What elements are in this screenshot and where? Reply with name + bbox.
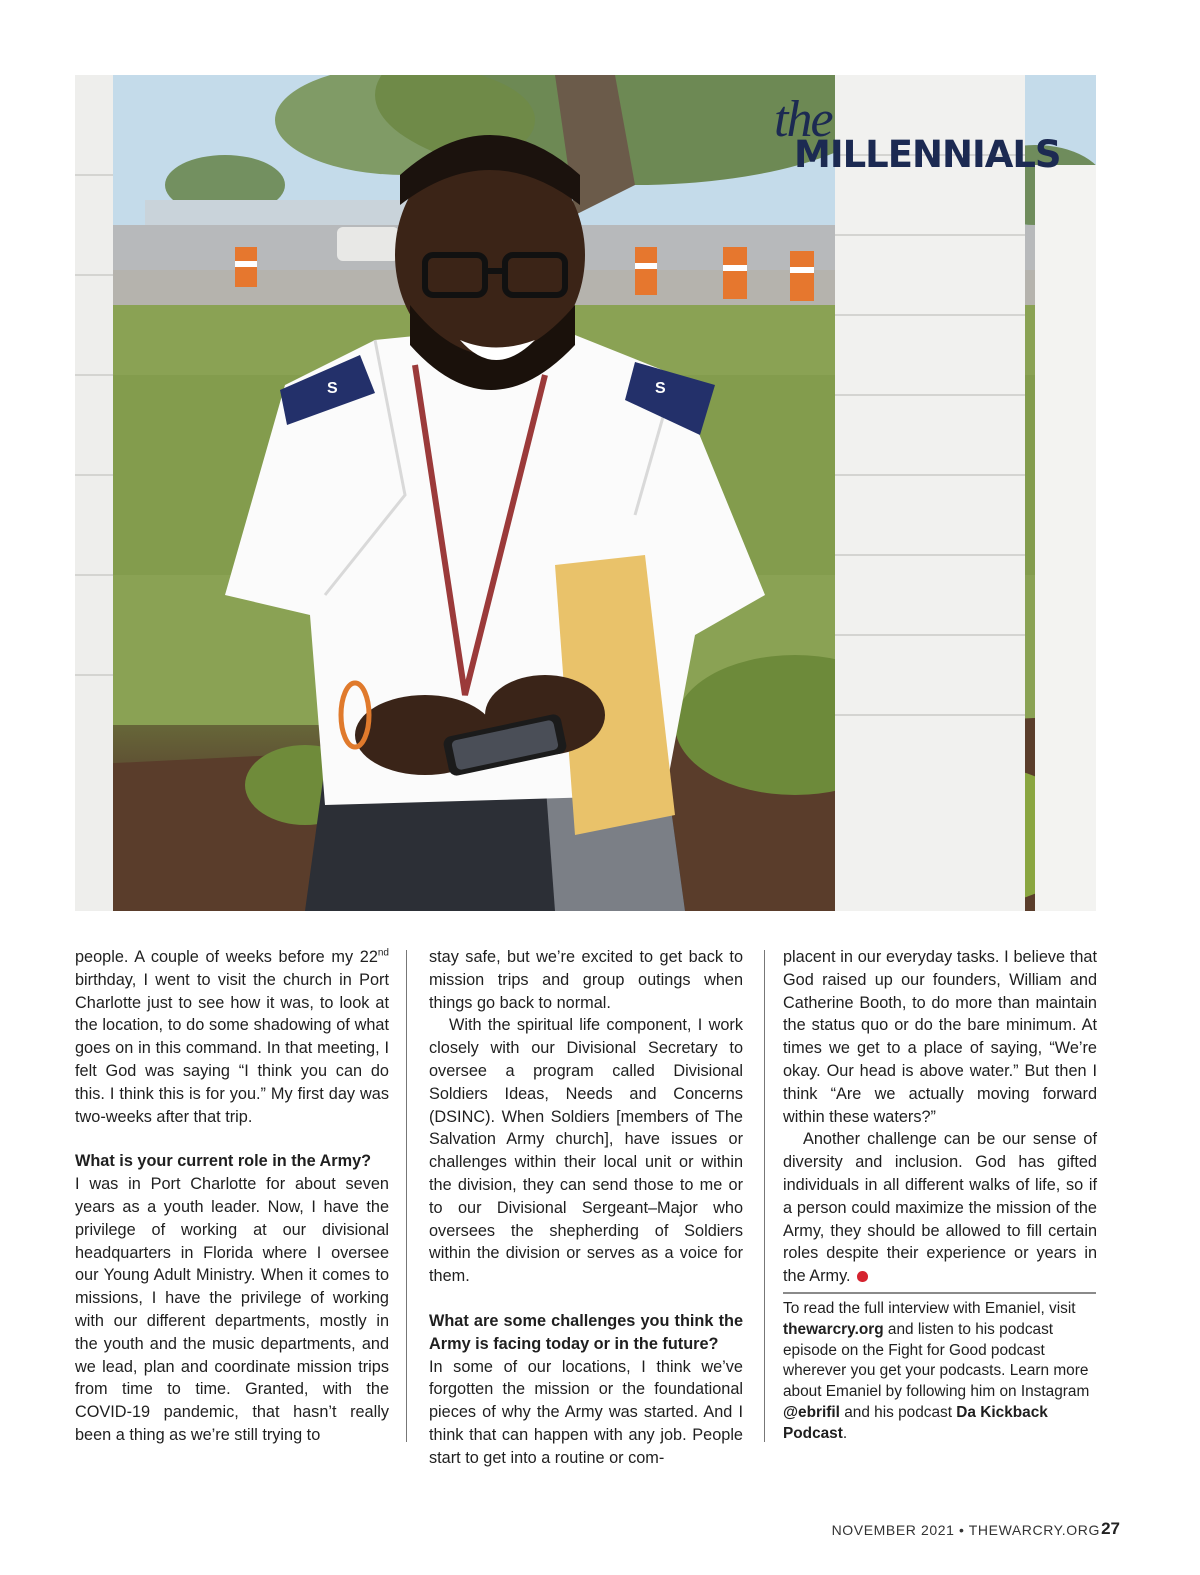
photo-illustration	[75, 75, 1096, 911]
article-column-1	[75, 946, 389, 1447]
svg-text:S: S	[327, 380, 338, 397]
instagram-handle[interactable]: @ebrifil	[783, 1403, 840, 1421]
paragraph: placent in our everyday tasks. I believe that God raised up our founders, William and Catherine Booth, to do more than maintain the status quo or do the bare minimum. At times we get to a place of saying, “We’re okay. Our head is above water.” But then I think “Are we actually moving forward within these waters?”	[783, 948, 1097, 1126]
page-footer: NOVEMBER 2021 • THEWARCRY.ORG	[831, 1522, 1100, 1538]
section-brand	[756, 91, 1086, 176]
page-number: 27	[1101, 1519, 1120, 1538]
article-column-2	[429, 946, 743, 1470]
website-link[interactable]: thewarcry.org	[783, 1320, 884, 1338]
note-divider	[783, 1292, 1096, 1294]
paragraph: stay safe, but we’re excited to get back to mission trips and group outings when things go back to normal.	[429, 948, 743, 1012]
column-divider	[406, 950, 407, 1442]
paragraph: With the spiritual life component, I work closely with our Divisional Secretary to oversee a program called Divisional Soldiers Ideas, Needs and Concerns (DSINC). When Soldiers [members of The Salvation Army church], have issues or challenges within their local unit or within the division, they can send those to me or to our Divisional Sergeant–Major who oversees the shepherding of Soldiers within the division or serves as a voice for them.	[429, 1016, 743, 1286]
paragraph: Another challenge can be our sense of diversity and inclusion. God has gifted individuals in all different walks of life, so if a person could maximize the mission of the Army, they should be allowed to fill certain roles despite their experience or years in the Army.	[783, 1130, 1097, 1286]
feature-photo	[75, 75, 1096, 911]
brand-millennials: MILLENNIALS	[794, 133, 1061, 176]
article-column-3	[783, 946, 1097, 1288]
podcast-name: Da Kickback Podcast	[783, 1403, 1048, 1442]
end-mark-icon	[857, 1271, 868, 1282]
brand-the: the	[774, 91, 832, 148]
answer-paragraph: In some of our locations, I think we’ve forgotten the mission or the foundational pieces of why the Army was started. And I think that can happen with any job. People start to get into a routine or com-	[429, 1357, 743, 1467]
question-heading: What is your current role in the Army?	[75, 1152, 372, 1171]
paragraph: people. A couple of weeks before my 22nd birthday, I went to visit the church in Port Charlotte just to see how it was, to look at the location, to do some shadowing of what goes on in this command. In that meeting, I felt God was saying “I think you can do this. I think this is for you.” My first day was two-weeks after that trip.	[75, 947, 389, 1126]
interview-note: To read the full interview with Emaniel, visit thewarcry.org and listen to his podcast episode on the Fight for Good podcast wherever you get your podcasts. Learn more about Emaniel by following him on Instagram @ebrifil and his podcast Da Kickback Podcast.	[783, 1300, 1090, 1442]
column-divider	[764, 950, 765, 1442]
svg-text:S: S	[655, 380, 666, 397]
answer-paragraph: I was in Port Charlotte for about seven years as a youth leader. Now, I have the privilege of working at our divisional headquarters in Florida where I oversee our Young Adult Ministry. When it comes to missions, I have the privilege of working with our different departments, mostly in the youth and the music departments, and we lead, plan and coordinate mission trips from time to time. Granted, with the COVID-19 pandemic, that hasn’t really been a thing as we’re still trying to	[75, 1175, 389, 1444]
question-heading: What are some challenges you think the Army is facing today or in the future?	[429, 1311, 743, 1353]
